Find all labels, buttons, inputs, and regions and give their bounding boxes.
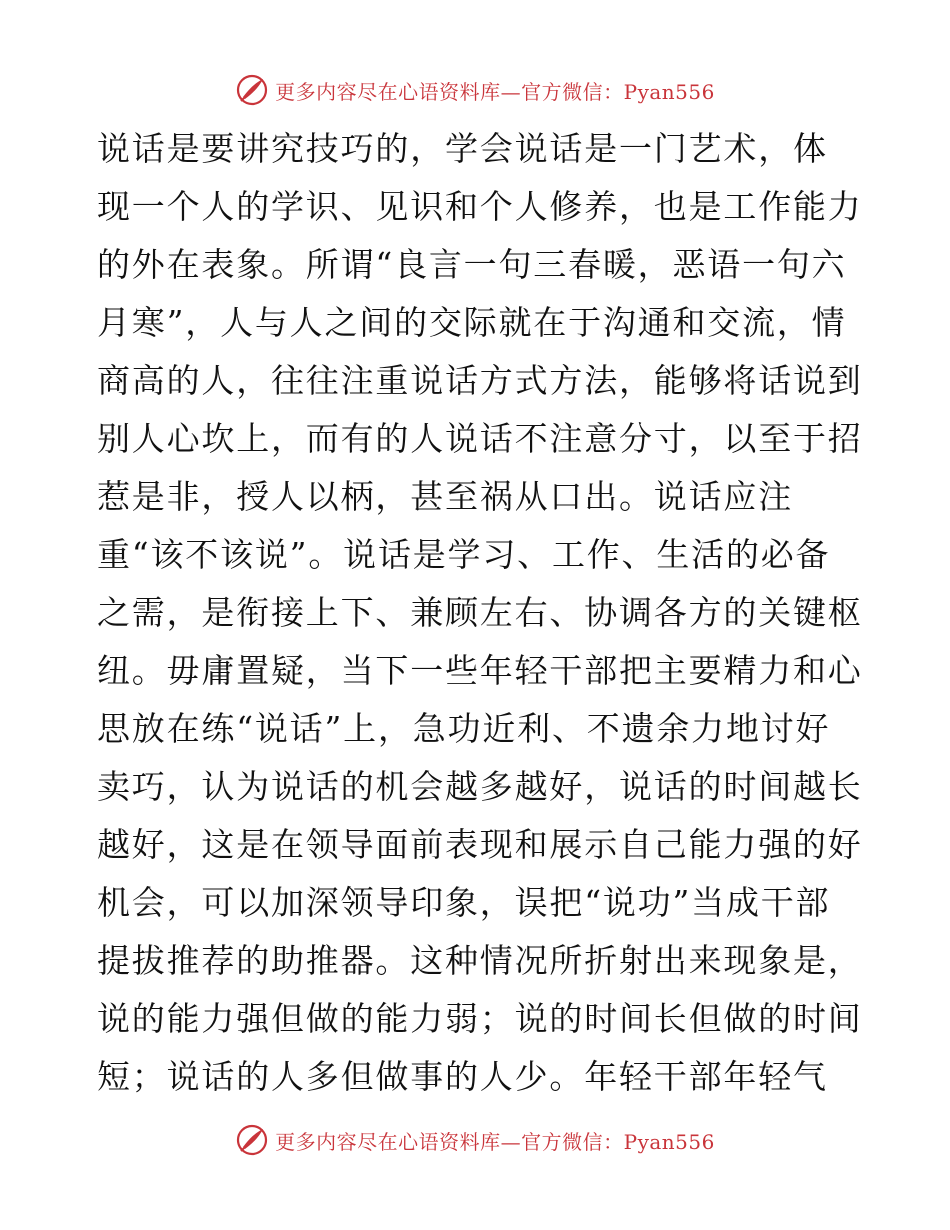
- body-line: 提拔推荐的助推器。这种情况所折射出来现象是，: [97, 941, 863, 980]
- header-watermark: [0, 70, 950, 110]
- body-line: 别人心坎上，而有的人说话不注意分寸，以至于招: [97, 419, 863, 458]
- quill-pen-logo-icon: [235, 73, 269, 107]
- body-line: 说的能力强但做的能力弱；说的时间长但做的时间: [97, 999, 863, 1038]
- body-line: 重“该不该说”。说话是学习、工作、生活的必备: [97, 535, 831, 574]
- watermark-text: 更多内容尽在心语资料库—官方微信：Pyan556: [275, 79, 715, 104]
- body-line: 的外在表象。所谓“良言一句三春暖，恶语一句六: [97, 245, 847, 284]
- body-line: 月寒”，人与人之间的交际就在于沟通和交流，情: [97, 303, 847, 342]
- watermark-text: 更多内容尽在心语资料库—官方微信：Pyan556: [275, 1129, 715, 1154]
- quill-pen-logo-icon: [235, 1123, 269, 1157]
- body-line: 思放在练“说话”上，急功近利、不遗余力地讨好: [97, 709, 831, 748]
- body-line: 短；说话的人多但做事的人少。年轻干部年轻气: [97, 1057, 828, 1096]
- body-line: 现一个人的学识、见识和个人修养，也是工作能力: [97, 187, 863, 226]
- body-line: 卖巧，认为说话的机会越多越好，说话的时间越长: [97, 767, 863, 806]
- body-line: 之需，是衔接上下、兼顾左右、协调各方的关键枢: [97, 593, 863, 632]
- body-line: 说话是要讲究技巧的，学会说话是一门艺术，体: [97, 129, 828, 168]
- document-body: [97, 120, 863, 1106]
- body-line: 纽。毋庸置疑，当下一些年轻干部把主要精力和心: [97, 651, 863, 690]
- body-line: 商高的人，往往注重说话方式方法，能够将话说到: [97, 361, 863, 400]
- body-line: 惹是非，授人以柄，甚至祸从口出。说话应注: [97, 477, 793, 516]
- body-line: 机会，可以加深领导印象，误把“说功”当成干部: [97, 883, 831, 922]
- footer-watermark: [0, 1120, 950, 1160]
- body-line: 越好，这是在领导面前表现和展示自己能力强的好: [97, 825, 863, 864]
